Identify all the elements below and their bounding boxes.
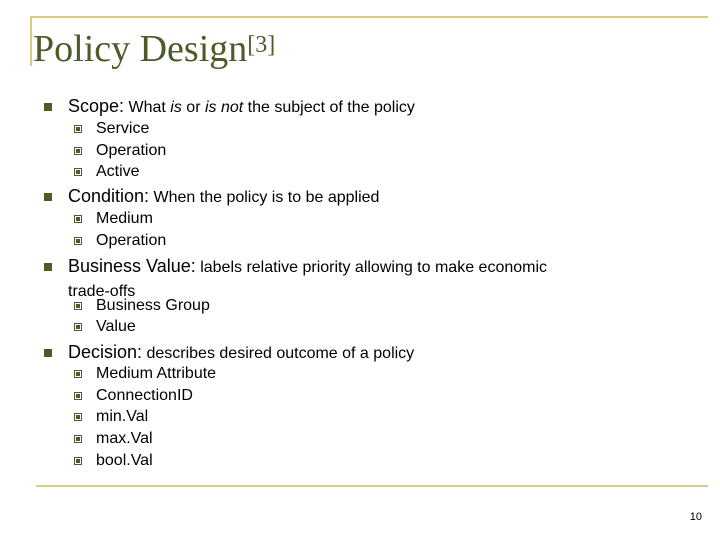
square-bullet-icon <box>44 263 52 271</box>
bullet-decision-desc: describes desired outcome of a policy <box>142 345 415 362</box>
bullet-condition <box>44 185 644 209</box>
square-bullet-icon <box>44 193 52 201</box>
checkbox-bullet-icon <box>74 168 82 176</box>
sub-item-label: Active <box>96 163 140 180</box>
sub-item-label: Medium <box>96 210 153 227</box>
sub-item-label: Business Group <box>96 297 210 314</box>
bottom-rule <box>36 485 708 487</box>
bullet-decision-text <box>68 341 644 365</box>
sub-item-label: ConnectionID <box>96 387 193 404</box>
bullet-scope-text <box>68 95 644 119</box>
checkbox-bullet-icon <box>74 237 82 245</box>
bullet-business-value-desc-line2: trade-offs <box>68 283 136 300</box>
sub-item-label: Operation <box>96 232 167 249</box>
sub-item-label: Value <box>96 318 136 335</box>
bullet-business-value-label: Business Value: <box>68 256 196 276</box>
bullet-decision <box>44 341 644 365</box>
checkbox-bullet-icon <box>74 323 82 331</box>
bullet-scope-label: Scope: <box>68 96 125 116</box>
checkbox-bullet-icon <box>74 125 82 133</box>
bullet-scope-desc-italic-1: is <box>170 99 182 116</box>
bullet-scope <box>44 95 644 119</box>
slide-title-citation: [3] <box>247 32 276 58</box>
bullet-scope-desc-suffix: the subject of the policy <box>243 99 415 116</box>
slide-title <box>33 26 275 72</box>
checkbox-bullet-icon <box>74 413 82 421</box>
sub-item-label: bool.Val <box>96 452 153 469</box>
square-bullet-icon <box>44 349 52 357</box>
bullet-business-value-desc: labels relative priority allowing to make economic <box>195 259 548 276</box>
checkbox-bullet-icon <box>74 215 82 223</box>
bullet-condition-label: Condition: <box>68 186 150 206</box>
checkbox-bullet-icon <box>74 392 82 400</box>
top-rule <box>30 16 708 18</box>
checkbox-bullet-icon <box>74 302 82 310</box>
bullet-condition-desc: When the policy is to be applied <box>149 189 380 206</box>
sub-item-label: min.Val <box>96 408 149 425</box>
checkbox-bullet-icon <box>74 457 82 465</box>
square-bullet-icon <box>44 103 52 111</box>
sub-item-label: Medium Attribute <box>96 365 217 382</box>
checkbox-bullet-icon <box>74 435 82 443</box>
bullet-decision-label: Decision: <box>68 342 143 362</box>
sub-item-label: Service <box>96 120 150 137</box>
bullet-scope-desc-prefix: What <box>124 99 171 116</box>
checkbox-bullet-icon <box>74 370 82 378</box>
sub-item-label: max.Val <box>96 430 153 447</box>
bullet-scope-desc-mid: or <box>181 99 205 116</box>
sub-item-label: Operation <box>96 142 167 159</box>
left-rule <box>30 16 32 66</box>
checkbox-bullet-icon <box>74 147 82 155</box>
bullet-condition-text <box>68 185 644 209</box>
page-number: 10 <box>689 511 702 523</box>
bullet-scope-desc-italic-2: is not <box>204 99 244 116</box>
slide-title-text: Policy Design <box>33 28 248 70</box>
